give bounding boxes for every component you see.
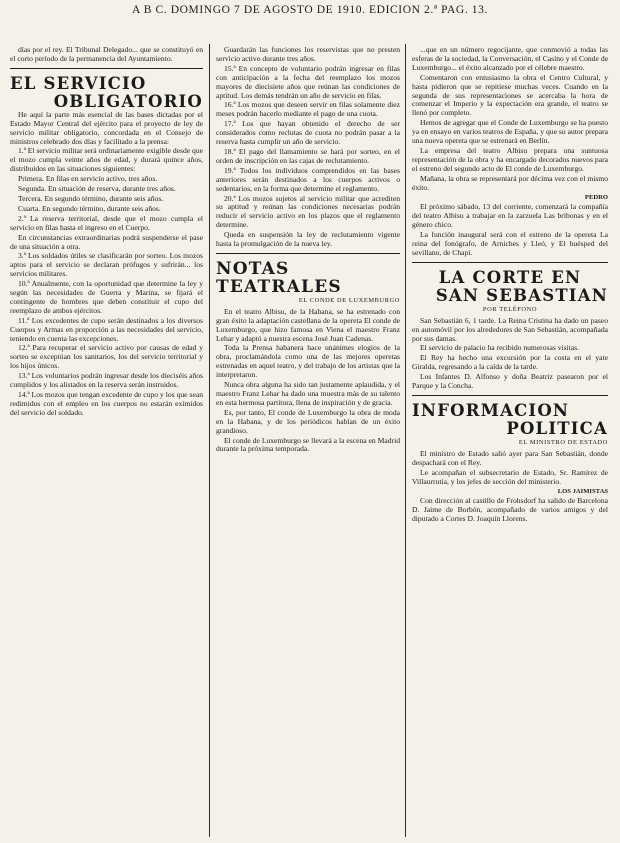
- paragraph: San Sebastián 6, 1 tarde. La Reina Cristina ha dado un paseo en automóvil por los alrededores de San Sebastián, acompañada por sus damas.: [412, 315, 608, 343]
- headline-informacion: INFORMACION: [412, 401, 570, 420]
- section-rule: [412, 395, 608, 396]
- column-2: [216, 46, 400, 455]
- paragraph: Tercera. En segundo término, durante seis años.: [18, 193, 164, 203]
- paragraph: 11.ª Los excedentes de cupo serán destinados a los diversos Cuerpos y Armas en proporción a las necesidades del servicio, teniendo en cuenta las excepciones.: [10, 315, 203, 343]
- paragraph: En el teatro Albisu, de la Habana, se ha estrenado con gran éxito la adaptación castellana de la opereta El conde de Luxemburgo, que hizo famosa en Viena el maestro Franz Lehar y adaptó a nuestra escena José Juan Cadenas.: [216, 306, 400, 343]
- paragraph: Queda en suspensión la ley de reclutamiento vigente hasta la promulgación de la nueva ley.: [216, 230, 400, 249]
- running-head: A B C. DOMINGO 7 DE AGOSTO DE 1910. EDICION 2.ª PAG. 13.: [132, 4, 488, 16]
- info-byline: EL MINISTRO DE ESTADO: [518, 439, 608, 446]
- section-rule: [412, 262, 608, 263]
- paragraph: El ministro de Estado salió ayer para San Sebastián, donde despachará con el Rey.: [412, 448, 608, 467]
- section-rule: [216, 253, 400, 254]
- paragraph: 10.ª Anualmente, con la oportunidad que determine la ley y según las necesidades de Guerra y Marina, se fijará el contingente de hombres que deben constituir el cupo del reemplazo de ambos ejércitos.: [10, 279, 203, 315]
- paragraph: Comentaron con entusiasmo la obra el Centro Cultural, y hasta pidieron que se repitiese muchas veces. Cuando en la segunda de sus representaciones se acercaba la hora de comenzar el Imperio y la expectación era grande, el teatro se llenó por completo.: [412, 72, 608, 118]
- paragraph: 3.ª Los soldados útiles se clasificarán por sorteo. Los mozos aptos para el servicio se declaran prófugos y sufrirán... los servicios militares.: [10, 251, 203, 279]
- paragraph: ...que en un número regocijante, que conmovió a todas las esferas de la sociedad, la Conversación, el Casino y el Conde de Luxemburgo... el éxito alcanzado por el célebre maestro.: [412, 45, 608, 72]
- paragraph: El Rey ha hecho una excursión por la costa en el yate Giralda, regresando a la caída de la tarde.: [412, 353, 608, 372]
- paragraph: En circunstancias extraordinarias podrá suspenderse el pase de una situación a otra.: [10, 232, 203, 251]
- headline-notas-teatrales: NOTAS TEATRALES: [216, 258, 342, 297]
- column-3: [412, 46, 608, 525]
- paragraph: Con dirección al castillo de Frohsdorf ha salido de Barcelona D. Jaime de Borbón, acompañado de varios amigos y del diputado a Cortes D. Joaquín Llorens.: [412, 496, 608, 524]
- column-rule-right: [405, 44, 406, 837]
- headline-politica: POLITICA: [506, 419, 608, 438]
- paragraph: Guardarán las funciones los reservistas que no presten servicio activo durante tres años.: [216, 45, 400, 63]
- paragraph: 1.ª El servicio militar será ordinariamente exigible desde que el mozo cumpla veinte años de edad, y durará quince años, distribuidos en las situaciones siguientes:: [10, 146, 203, 174]
- signature: LOS JAIMISTAS: [557, 487, 608, 495]
- paragraph: Mañana, la obra se representará por décima vez con el mismo éxito.: [412, 173, 608, 192]
- signature: PEDRO: [584, 193, 608, 201]
- paragraph: Toda la Prensa habanera hace unánimes elogios de la obra, proclamándola como una de las mejores operetas estrenadas en aquel teatro, y del trabajo de los artistas que la interpretaron.: [216, 343, 400, 380]
- paragraph: 19.ª Todos los individuos comprendidos en las bases anteriores serán destinados a los cuerpos activos o sedentarios, en la forma que determine el reglamento.: [216, 165, 400, 193]
- headline-servicio: EL SERVICIO: [10, 73, 147, 93]
- paragraph: El conde de Luxemburgo se llevará a la escena en Madrid durante la próxima temporada.: [216, 435, 400, 454]
- headline-la-corte-en: LA CORTE EN: [438, 267, 582, 287]
- paragraph: La empresa del teatro Albisu prepara una suntuosa representación de la obra y ha encargado decorados nuevos para el estreno del segundo acto de El conde de Luxemburgo.: [412, 145, 608, 173]
- intro-paragraph: días por el rey. El Tribunal Delegado... que se constituyó en el corto período de la permanencia del Ayuntamiento.: [10, 45, 203, 63]
- paragraph: 2.ª La reserva territorial, desde que el mozo cumpla el servicio en filas hasta el ingreso en el Cuerpo.: [10, 213, 203, 232]
- corte-byline: POR TELÉFONO: [482, 305, 538, 313]
- paragraph: El próximo sábado, 13 del corriente, comenzará la compañía del teatro Albisu a trabajar en la zarzuela Las bribonas y en el género chico.: [412, 202, 608, 230]
- paragraph: Es, por tanto, El conde de Luxemburgo la obra de moda en la Habana, y de los periódicos hablan de un éxito grandioso.: [216, 407, 400, 435]
- paragraph: 13.ª Los voluntarios podrán ingresar desde los dieciséis años cumplidos y los alistados en la reserva serán instruidos.: [10, 371, 203, 390]
- paragraph: 17.ª Los que hayan obtenido el derecho de ser considerados como reclutas de cuota no podrán pasar a la reserva hasta cumplir un año de servicio.: [216, 119, 400, 147]
- paragraph: Hemos de agregar que el Conde de Luxemburgo se ha puesto ya en ensayo en varios teatros de España, y que su autor prepara una nueva opereta que se estrenará en Berlín.: [412, 118, 608, 146]
- notas-byline: EL CONDE DE LUXEMBURGO: [298, 296, 400, 304]
- column-rule-left: [209, 44, 210, 837]
- column-1: [10, 46, 203, 419]
- paragraph: Segunda. En situación de reserva, durante tres años.: [18, 184, 176, 194]
- paragraph: Cuarta. En segundo término, durante seis años.: [18, 203, 161, 213]
- paragraph: Primera. En filas en servicio activo, tres años.: [18, 174, 158, 184]
- paragraph: 14.ª Los mozos que tengan excedente de cupo y los que sean redimidos con el empleo en los cuerpos no estarán eximidos del servicio del soldado.: [10, 390, 203, 417]
- paragraph: He aquí la parte más esencial de las bases dictadas por el Estado Mayor Central del ejército para el proyecto de ley de servicio militar obligatorio, concordada en el Consejo de ministros celebrado dos días y facilitado a la prensa:: [10, 109, 203, 146]
- paragraph: 18.ª El pago del llamamiento se hará por sorteo, en el orden de inscripción en las cajas de reclutamiento.: [216, 146, 400, 165]
- paragraph: Nunca obra alguna ha sido tan justamente aplaudida, y el maestro Franz Lehar ha dado una muestra más de su talento en esta hermosa partitura, llena de inspiración y de gracia.: [216, 380, 400, 407]
- paragraph: Le acompañan el subsecretario de Estado, Sr. Ramírez de Villaurrutia, y los jefes de sección del ministerio.: [412, 467, 608, 486]
- paragraph: La función inaugural será con el estreno de la opereta La reina del fonógrafo, de Arniches y Lleó, y El huésped del sevillano, de Chapí.: [412, 230, 608, 257]
- headline-san-sebastian: SAN SEBASTIAN: [435, 285, 608, 305]
- paragraph: 12.ª Para recuperar el servicio activo por causas de edad y sorteo se exceptúan los sanitarios, los del servicio territorial y los hijos únicos.: [10, 343, 203, 371]
- headline-obligatorio: OBLIGATORIO: [53, 91, 203, 111]
- paragraph: 15.ª En concepto de voluntario podrán ingresar en filas con anticipación a la fecha del reemplazo los mozos mayores de diecisiete años que reúnan las condiciones de aptitud. Los demás tendrán un año de servicio en filas.: [216, 63, 400, 100]
- paragraph: Los Infantes D. Alfonso y doña Beatriz pasearon por el Parque y la Concha.: [412, 372, 608, 391]
- paragraph: El servicio de palacio ha recibido numerosas visitas.: [420, 343, 579, 353]
- paragraph: 20.ª Los mozos sujetos al servicio militar que acrediten su aptitud y reúnan las condiciones necesarias podrán reducir el servicio activo en los plazos que el reglamento determine.: [216, 193, 400, 230]
- paragraph: 16.ª Los mozos que deseen servir en filas solamente diez meses podrán hacerlo mediante el pago de una cuota.: [216, 100, 400, 119]
- section-rule: [10, 68, 203, 69]
